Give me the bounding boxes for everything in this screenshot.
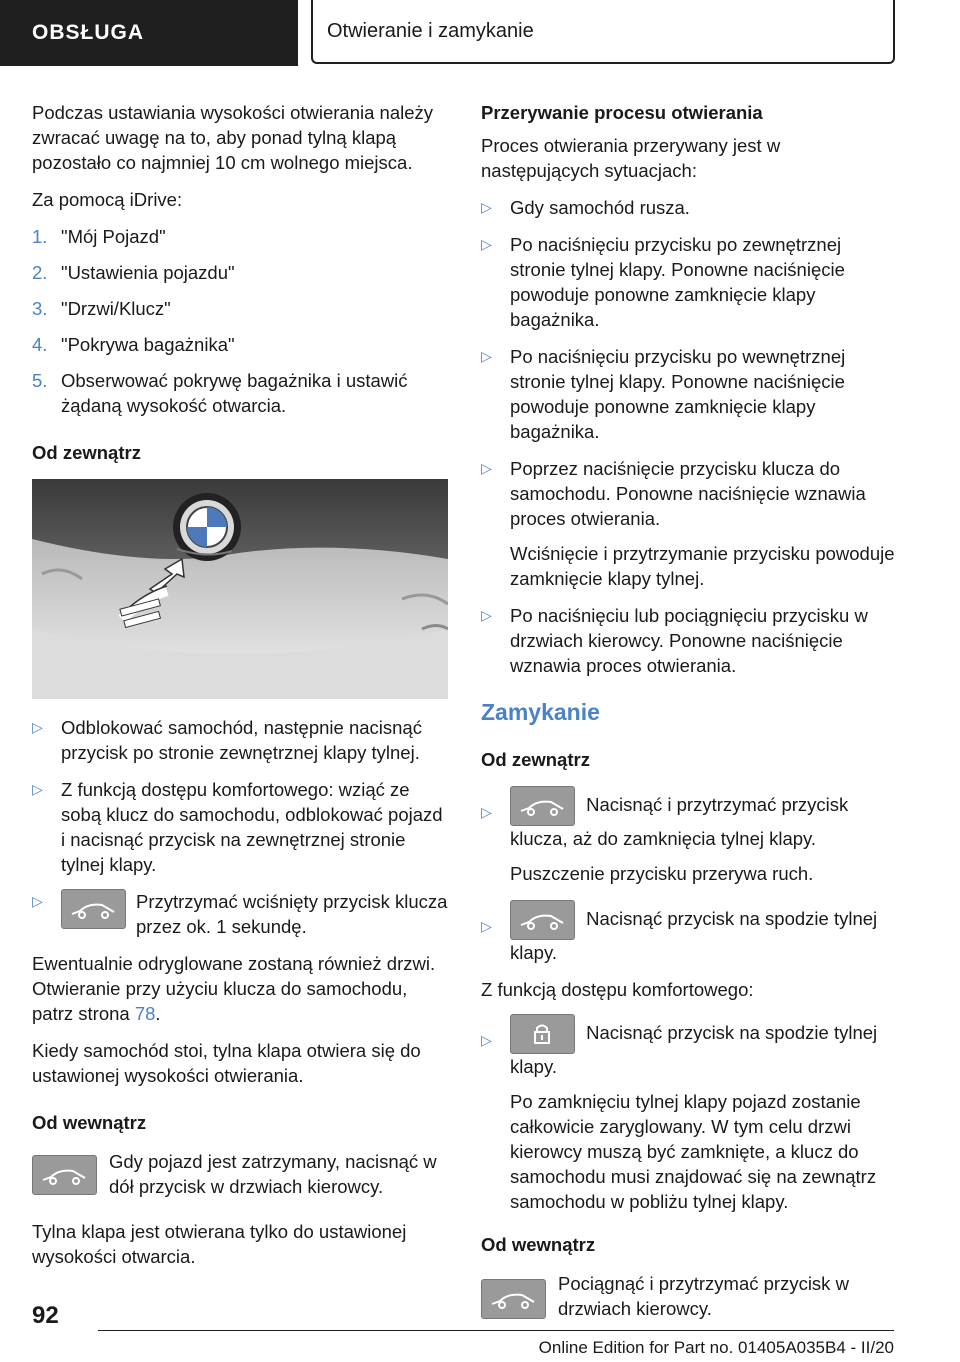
step-text: Obserwować pokrywę bagażnika i ustawić żądaną wysokość otwarcia.	[61, 370, 408, 416]
outside-heading: Od zewnątrz	[32, 442, 141, 463]
inside-text: Gdy pojazd jest zatrzymany, nacisnąć w dół przycisk w drzwiach kierowcy.	[109, 1151, 437, 1197]
step-number: 2.	[32, 262, 48, 283]
bullet-text: Nacisnąć i przytrzymać przycisk klucza, aż do zamknięcia tylnej klapy.	[510, 793, 849, 849]
list-item	[32, 715, 450, 765]
step-number: 4.	[32, 334, 48, 355]
section-tab	[0, 0, 298, 66]
bullet-triangle-icon: ▷	[32, 893, 43, 909]
tailgate-illustration	[32, 479, 448, 699]
idrive-steps	[32, 224, 450, 418]
list-item	[32, 368, 450, 418]
list-item	[32, 296, 450, 321]
tailgate-close-button-icon	[510, 900, 575, 940]
section-label: OBSŁUGA	[32, 21, 144, 44]
key-tailgate-button-icon	[61, 889, 126, 929]
bullet-text: Z funkcją dostępu komfortowego: wziąć ze sobą klucz do samochodu, odblokować pojazd i nacisnąć przycisk na zewnętrznej stronie tylnej klapy.	[61, 779, 443, 875]
closing-comfort-list	[481, 1014, 899, 1214]
bullet-subtext: Po zamknięciu tylnej klapy pojazd zostanie całkowicie zaryglowany. W tym celu drzwi kierowcy muszą być zamknięte, a klucz do samochodu musi znajdować się na zewnątrz samochodu w pobliżu tylnej klapy.	[510, 1091, 877, 1212]
step-number: 3.	[32, 298, 48, 319]
bullet-triangle-icon: ▷	[32, 719, 43, 735]
tailgate-button-photo	[32, 479, 448, 699]
tailgate-door-button-icon	[32, 1155, 97, 1195]
list-item	[481, 603, 899, 678]
key-reference	[32, 976, 450, 1026]
bullet-text: Nacisnąć przycisk na spodzie tylnej klapy.	[510, 907, 878, 963]
list-item	[481, 344, 899, 444]
standstill-paragraph: Kiedy samochód stoi, tylna klapa otwiera się do ustawionej wysokości otwierania.	[32, 1040, 421, 1086]
list-item	[32, 889, 450, 939]
tailgate-door-button-icon	[481, 1279, 546, 1319]
bullet-triangle-icon: ▷	[481, 607, 492, 623]
list-item	[32, 224, 450, 249]
list-item	[32, 777, 450, 877]
bullet-triangle-icon: ▷	[481, 236, 492, 252]
left-column	[32, 100, 450, 1281]
bullet-triangle-icon: ▷	[481, 918, 492, 934]
list-item	[32, 260, 450, 285]
step-text: "Mój Pojazd"	[61, 226, 166, 247]
bullet-triangle-icon: ▷	[481, 460, 492, 476]
bullet-text: Po naciśnięciu przycisku po zewnętrznej stronie tylnej klapy. Ponowne naciśnięcie powoduje ponowne zamknięcie klapy bagażnika.	[510, 234, 845, 330]
reference-text: Otwieranie przy użyciu klucza do samochodu, patrz strona	[32, 978, 408, 1024]
page-link[interactable]: 78	[134, 1003, 156, 1024]
step-text: "Pokrywa bagażnika"	[61, 334, 235, 355]
list-item	[481, 786, 899, 886]
inside-text: Pociągnąć i przytrzymać przycisk w drzwiach kierowcy.	[558, 1273, 849, 1319]
lock-button-icon	[510, 1014, 575, 1054]
closing-inside-heading: Od wewnątrz	[481, 1234, 596, 1255]
bullet-subtext: Puszczenie przycisku przerywa ruch.	[510, 863, 814, 884]
list-item	[32, 332, 450, 357]
interrupt-intro: Proces otwierania przerywany jest w następujących sytuacjach:	[481, 135, 781, 181]
bullet-triangle-icon: ▷	[481, 804, 492, 820]
doors-paragraph: Ewentualnie odryglowane zostaną również drzwi.	[32, 953, 436, 974]
bullet-text: Po naciśnięciu przycisku po wewnętrznej stronie tylnej klapy. Ponowne naciśnięcie powoduje ponowne zamknięcie klapy bagażnika.	[510, 346, 846, 442]
bullet-text: Nacisnąć przycisk na spodzie tylnej klapy.	[510, 1021, 878, 1077]
bullet-triangle-icon: ▷	[32, 781, 43, 797]
inside-note: Tylna klapa jest otwierana tylko do ustawionej wysokości otwarcia.	[32, 1221, 407, 1267]
step-text: "Drzwi/Klucz"	[61, 298, 171, 319]
list-item	[481, 900, 899, 965]
footer-divider	[98, 1330, 894, 1331]
list-item	[481, 1014, 899, 1214]
driver-door-button-row	[32, 1149, 450, 1199]
right-column	[481, 100, 899, 1335]
page-number: 92	[32, 1302, 59, 1329]
idrive-paragraph: Za pomocą iDrive:	[32, 189, 183, 210]
bullet-subtext: Wciśnięcie i przytrzymanie przycisku powoduje zamknięcie klapy tylnej.	[510, 543, 895, 589]
list-item	[481, 232, 899, 332]
list-item	[481, 195, 899, 220]
interrupt-list	[481, 195, 899, 678]
reference-end: .	[155, 1003, 161, 1024]
bullet-text: Odblokować samochód, następnie nacisnąć przycisk po stronie zewnętrznej klapy tylnej.	[61, 717, 422, 763]
chapter-title: Otwieranie i zamykanie	[327, 19, 534, 42]
step-number: 1.	[32, 226, 48, 247]
intro-paragraph: Podczas ustawiania wysokości otwierania należy zwracać uwagę na to, aby ponad tylną klapą pozostało co najmniej 10 cm wolnego miejsca.	[32, 102, 434, 173]
bullet-text: Gdy samochód rusza.	[510, 197, 690, 218]
outside-open-list	[32, 715, 450, 939]
step-number: 5.	[32, 370, 48, 391]
bullet-text: Poprzez naciśnięcie przycisku klucza do samochodu. Ponowne naciśnięcie wznawia proces otwierania.	[510, 458, 866, 529]
list-item	[481, 456, 899, 591]
footer-edition: Online Edition for Part no. 01405A035B4 - II/20	[538, 1338, 894, 1357]
bullet-triangle-icon: ▷	[481, 199, 492, 215]
chapter-tab	[311, 0, 895, 64]
key-tailgate-button-icon	[510, 786, 575, 826]
bullet-text: Po naciśnięciu lub pociągnięciu przycisku w drzwiach kierowcy. Ponowne naciśnięcie wznawia proces otwierania.	[510, 605, 868, 676]
comfort-access-paragraph: Z funkcją dostępu komfortowego:	[481, 979, 754, 1000]
interrupt-heading: Przerywanie procesu otwierania	[481, 102, 763, 123]
bullet-text: Przytrzymać wciśnięty przycisk klucza przez ok. 1 sekundę.	[136, 891, 448, 937]
bullet-triangle-icon: ▷	[481, 1032, 492, 1048]
bullet-triangle-icon: ▷	[481, 348, 492, 364]
closing-heading: Zamykanie	[481, 699, 600, 725]
step-text: "Ustawienia pojazdu"	[61, 262, 235, 283]
closing-outside-heading: Od zewnątrz	[481, 749, 590, 770]
closing-outside-list	[481, 786, 899, 965]
inside-heading: Od wewnątrz	[32, 1112, 147, 1133]
driver-door-close-row	[481, 1271, 899, 1321]
